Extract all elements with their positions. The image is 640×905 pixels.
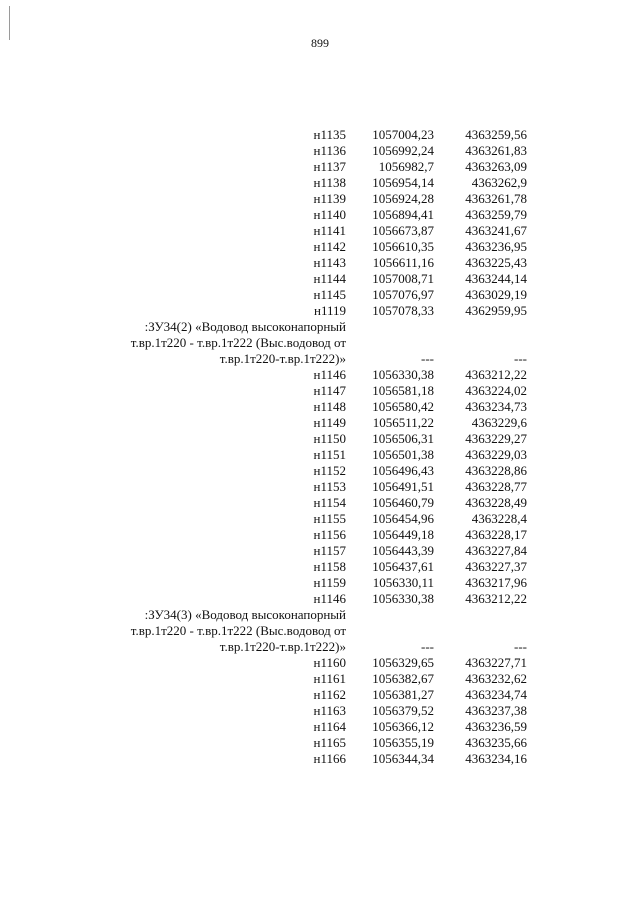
table-row <box>0 399 640 415</box>
point-id: н1158 <box>313 559 346 574</box>
coord-y: 4363229,03 <box>465 447 527 462</box>
coord-y: 4363241,67 <box>465 223 527 238</box>
coord-y: 4363236,59 <box>465 719 527 734</box>
coord-x: 1056611,16 <box>372 255 434 270</box>
coord-y: 4363228,17 <box>465 527 527 542</box>
coord-y: 4363234,73 <box>465 399 527 414</box>
coord-x: 1057076,97 <box>372 287 434 302</box>
coord-y: 4363261,83 <box>465 143 527 158</box>
point-id: н1156 <box>313 527 346 542</box>
section-title-row <box>0 639 640 655</box>
coord-y: 4363227,37 <box>465 559 527 574</box>
dash-placeholder: --- <box>514 351 527 366</box>
coord-x: 1056511,22 <box>372 415 434 430</box>
table-row <box>0 527 640 543</box>
point-id: н1154 <box>313 495 346 510</box>
coord-y: 4363217,96 <box>465 575 527 590</box>
point-id: н1136 <box>313 143 346 158</box>
table-row <box>0 735 640 751</box>
coord-y: 4363261,78 <box>465 191 527 206</box>
section-title-line: т.вр.1т220-т.вр.1т222)» <box>219 351 346 366</box>
table-row <box>0 511 640 527</box>
coord-y: 4363234,16 <box>465 751 527 766</box>
point-id: н1152 <box>313 463 346 478</box>
coord-x: 1056449,18 <box>372 527 434 542</box>
point-id: н1149 <box>313 415 346 430</box>
coord-x: 1056982,7 <box>378 159 434 174</box>
coord-x: 1056379,52 <box>372 703 434 718</box>
point-id: н1142 <box>313 239 346 254</box>
point-id: н1138 <box>313 175 346 190</box>
point-id: н1163 <box>313 703 346 718</box>
point-id: н1135 <box>313 127 346 142</box>
point-id: н1146 <box>313 591 346 606</box>
coord-x: 1056460,79 <box>372 495 434 510</box>
point-id: н1147 <box>313 383 346 398</box>
table-row <box>0 703 640 719</box>
coord-x: 1056437,61 <box>372 559 434 574</box>
coord-x: 1056581,18 <box>372 383 434 398</box>
section-title-text: :ЗУ34(3) «Водовод высоконапорный <box>144 607 346 622</box>
point-id: н1150 <box>313 431 346 446</box>
section-title-row <box>0 351 640 367</box>
table-row <box>0 447 640 463</box>
point-id: н1159 <box>313 575 346 590</box>
coord-y: 4363212,22 <box>465 591 527 606</box>
coord-x: 1056496,43 <box>372 463 434 478</box>
coord-x: 1057008,71 <box>372 271 434 286</box>
coord-x: 1056382,67 <box>372 671 434 686</box>
coord-x: 1056894,41 <box>372 207 434 222</box>
dash-placeholder: --- <box>421 351 434 366</box>
coord-y: 4363259,79 <box>465 207 527 222</box>
point-id: н1161 <box>313 671 346 686</box>
coord-x: 1056506,31 <box>372 431 434 446</box>
point-id: н1166 <box>313 751 346 766</box>
coord-y: 4363212,22 <box>465 367 527 382</box>
section-title-text: т.вр.1т220 - т.вр.1т222 (Выс.водовод от <box>130 335 346 350</box>
coord-y: 4363029,19 <box>465 287 527 302</box>
point-id: н1145 <box>313 287 346 302</box>
table-row <box>0 559 640 575</box>
coord-y: 4363227,71 <box>465 655 527 670</box>
coord-y: 4363244,14 <box>465 271 527 286</box>
coord-y: 4363229,6 <box>471 415 527 430</box>
table-row <box>0 287 640 303</box>
coord-x: 1056924,28 <box>372 191 434 206</box>
table-row <box>0 207 640 223</box>
coord-y: 4363262,9 <box>471 175 527 190</box>
coord-x: 1056330,11 <box>372 575 434 590</box>
coord-y: 4362959,95 <box>465 303 527 318</box>
coord-y: 4363228,86 <box>465 463 527 478</box>
coord-x: 1057004,23 <box>372 127 434 142</box>
table-row <box>0 431 640 447</box>
section-title-line <box>0 623 640 639</box>
dash-placeholder: --- <box>514 639 527 654</box>
point-id: н1143 <box>313 255 346 270</box>
coord-y: 4363228,49 <box>465 495 527 510</box>
coord-x: 1056673,87 <box>372 223 434 238</box>
table-row <box>0 591 640 607</box>
table-row <box>0 271 640 287</box>
point-id: н1144 <box>313 271 346 286</box>
point-id: н1165 <box>313 735 346 750</box>
table-row <box>0 223 640 239</box>
table-row <box>0 479 640 495</box>
coord-y: 4363259,56 <box>465 127 527 142</box>
section-title-line <box>0 607 640 623</box>
coord-y: 4363235,66 <box>465 735 527 750</box>
coord-x: 1057078,33 <box>372 303 434 318</box>
section-title-text: т.вр.1т220 - т.вр.1т222 (Выс.водовод от <box>130 623 346 638</box>
coord-x: 1056355,19 <box>372 735 434 750</box>
table-row <box>0 575 640 591</box>
page-number: 899 <box>311 36 329 50</box>
coord-x: 1056330,38 <box>372 367 434 382</box>
point-id: н1157 <box>313 543 346 558</box>
coord-x: 1056344,34 <box>372 751 434 766</box>
section-title-line <box>0 335 640 351</box>
point-id: н1164 <box>313 719 346 734</box>
coord-y: 4363225,43 <box>465 255 527 270</box>
coord-x: 1056954,14 <box>372 175 434 190</box>
coord-y: 4363237,38 <box>465 703 527 718</box>
point-id: н1141 <box>313 223 346 238</box>
coord-y: 4363229,27 <box>465 431 527 446</box>
coord-x: 1056366,12 <box>372 719 434 734</box>
table-row <box>0 495 640 511</box>
section-title-text: :ЗУ34(2) «Водовод высоконапорный <box>144 319 346 334</box>
dash-placeholder: --- <box>421 639 434 654</box>
point-id: н1151 <box>313 447 346 462</box>
coord-x: 1056491,51 <box>372 479 434 494</box>
table-row <box>0 687 640 703</box>
point-id: н1119 <box>314 303 346 318</box>
point-id: н1160 <box>313 655 346 670</box>
point-id: н1155 <box>313 511 346 526</box>
point-id: н1153 <box>313 479 346 494</box>
table-row <box>0 127 640 143</box>
coord-x: 1056610,35 <box>372 239 434 254</box>
coord-y: 4363263,09 <box>465 159 527 174</box>
coord-y: 4363224,02 <box>465 383 527 398</box>
table-row <box>0 303 640 319</box>
table-row <box>0 143 640 159</box>
table-row <box>0 383 640 399</box>
point-id: н1140 <box>313 207 346 222</box>
coord-x: 1056454,96 <box>372 511 434 526</box>
table-row <box>0 239 640 255</box>
coord-x: 1056501,38 <box>372 447 434 462</box>
coord-y: 4363236,95 <box>465 239 527 254</box>
table-row <box>0 543 640 559</box>
table-row <box>0 191 640 207</box>
coord-x: 1056580,42 <box>372 399 434 414</box>
table-row <box>0 463 640 479</box>
coord-y: 4363232,62 <box>465 671 527 686</box>
coordinate-listing <box>0 127 640 767</box>
point-id: н1146 <box>313 367 346 382</box>
coord-x: 1056443,39 <box>372 543 434 558</box>
coord-y: 4363234,74 <box>465 687 527 702</box>
table-row <box>0 719 640 735</box>
table-row <box>0 159 640 175</box>
section-title-line <box>0 319 640 335</box>
coord-x: 1056992,24 <box>372 143 434 158</box>
table-row <box>0 367 640 383</box>
coord-x: 1056330,38 <box>372 591 434 606</box>
table-row <box>0 751 640 767</box>
point-id: н1137 <box>313 159 346 174</box>
point-id: н1148 <box>313 399 346 414</box>
point-id: н1162 <box>313 687 346 702</box>
table-row <box>0 175 640 191</box>
scan-edge-mark <box>9 6 10 40</box>
table-row <box>0 671 640 687</box>
table-row <box>0 415 640 431</box>
coord-y: 4363228,4 <box>471 511 527 526</box>
section-title-line: т.вр.1т220-т.вр.1т222)» <box>219 639 346 654</box>
coord-y: 4363227,84 <box>465 543 527 558</box>
coord-y: 4363228,77 <box>465 479 527 494</box>
table-row <box>0 655 640 671</box>
table-row <box>0 255 640 271</box>
coord-x: 1056381,27 <box>372 687 434 702</box>
point-id: н1139 <box>313 191 346 206</box>
coord-x: 1056329,65 <box>372 655 434 670</box>
